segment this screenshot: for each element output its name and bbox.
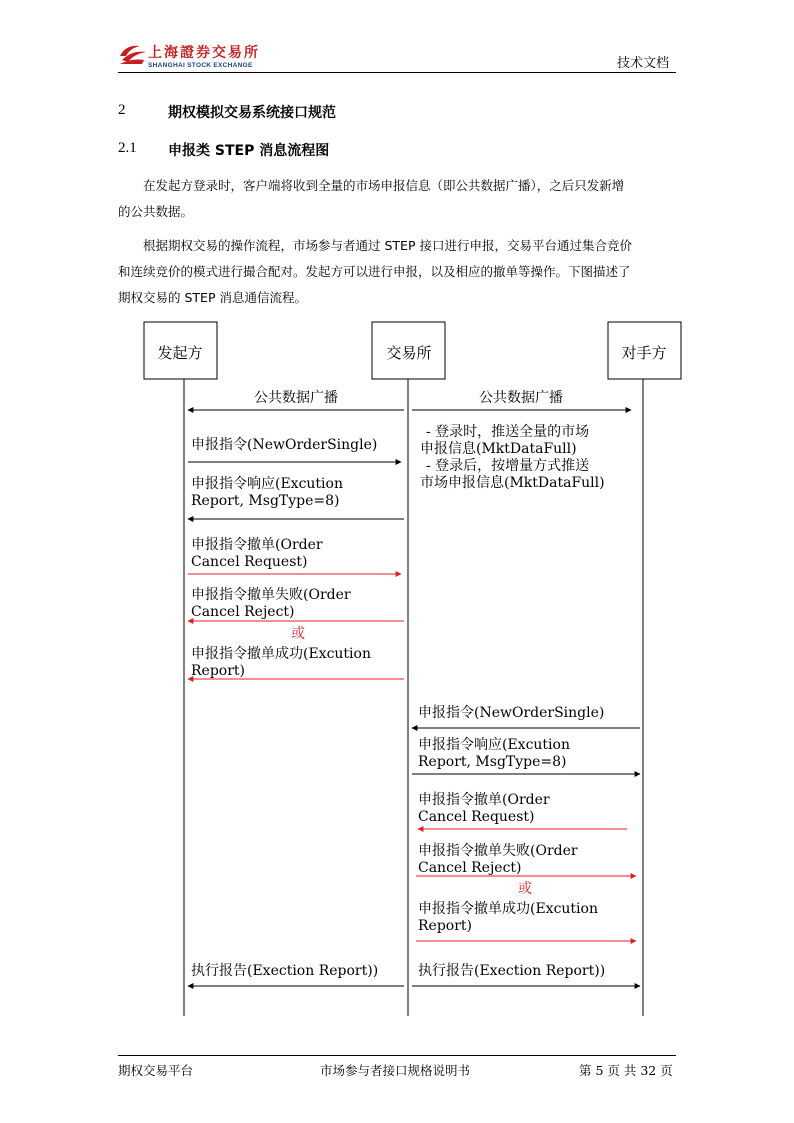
msg-left-broadcast: 公共数据广播 xyxy=(254,390,338,406)
msg-right-cancel-ok-1: 申报指令撤单成功(Excution xyxy=(418,901,598,917)
msg-left-cancel-reject-2: Cancel Reject) xyxy=(191,604,295,620)
msg-left-or: 或 xyxy=(291,626,305,642)
msg-left-order-resp-1: 申报指令响应(Excution xyxy=(191,476,343,492)
paragraph-line: 在发起方登录时，客户端将收到全量的市场申报信息（即公共数据广播），之后只发新增 xyxy=(143,178,625,193)
paragraph-line: 的公共数据。 xyxy=(118,204,194,219)
msg-left-cancel-req-2: Cancel Request) xyxy=(191,554,308,570)
logo-chinese-name: 上海證券交易所 xyxy=(148,45,260,61)
msg-left-cancel-reject-1: 申报指令撤单失败(Order xyxy=(191,587,351,603)
msg-right-cancel-reject-2: Cancel Reject) xyxy=(418,860,522,876)
msg-right-note-2: 申报信息(MktDataFull) xyxy=(420,441,577,457)
actor-exchange: 交易所 xyxy=(386,344,432,362)
msg-left-exec: 执行报告(Exection Report)) xyxy=(191,963,379,979)
paragraph-line: 根据期权交易的操作流程，市场参与者通过 STEP 接口进行申报，交易平台通过集合竞价 xyxy=(143,238,632,253)
msg-right-cancel-ok-2: Report) xyxy=(418,918,472,934)
actor-initiator: 发起方 xyxy=(157,344,203,362)
actor-counterparty: 对手方 xyxy=(621,344,667,362)
msg-right-order-resp-2: Report, MsgType=8) xyxy=(418,754,567,770)
msg-left-new-order: 申报指令(NewOrderSingle) xyxy=(191,437,378,453)
paragraph-line: 期权交易的 STEP 消息通信流程。 xyxy=(118,290,307,305)
msg-right-new-order: 申报指令(NewOrderSingle) xyxy=(418,705,605,721)
msg-left-order-resp-2: Report, MsgType=8) xyxy=(191,493,340,509)
subsection-title: 申报类 STEP 消息流程图 xyxy=(168,143,330,159)
msg-left-cancel-req-1: 申报指令撤单(Order xyxy=(191,537,323,553)
msg-left-cancel-ok-1: 申报指令撤单成功(Excution xyxy=(191,646,371,662)
msg-right-exec: 执行报告(Exection Report)) xyxy=(418,963,606,979)
msg-right-cancel-reject-1: 申报指令撤单失败(Order xyxy=(418,843,578,859)
msg-right-cancel-req-2: Cancel Request) xyxy=(418,809,535,825)
document-type: 技术文档 xyxy=(617,56,670,71)
footer-rule xyxy=(118,1055,676,1056)
footer-page-number: 第 5 页 共 32 页 xyxy=(579,1063,673,1078)
msg-right-or: 或 xyxy=(518,881,532,897)
logo-english-name: SHANGHAI STOCK EXCHANGE xyxy=(148,62,253,69)
msg-right-cancel-req-1: 申报指令撤单(Order xyxy=(418,792,550,808)
msg-right-broadcast: 公共数据广播 xyxy=(479,390,563,406)
section-title: 期权模拟交易系统接口规范 xyxy=(168,105,336,121)
section-number: 2 xyxy=(118,102,126,118)
footer-platform: 期权交易平台 xyxy=(118,1063,194,1078)
msg-right-note-4: 市场申报信息(MktDataFull) xyxy=(420,475,605,491)
msg-right-note-3: - 登录后，按增量方式推送 xyxy=(426,458,590,474)
paragraph-line: 和连续竞价的模式进行撮合配对。发起方可以进行申报，以及相应的撤单等操作。下图描述了 xyxy=(118,264,631,279)
subsection-number: 2.1 xyxy=(118,140,137,156)
msg-left-cancel-ok-2: Report) xyxy=(191,663,245,679)
msg-right-note-1: - 登录时，推送全量的市场 xyxy=(426,424,590,440)
footer-document-title: 市场参与者接口规格说明书 xyxy=(320,1063,471,1078)
msg-right-order-resp-1: 申报指令响应(Excution xyxy=(418,737,570,753)
